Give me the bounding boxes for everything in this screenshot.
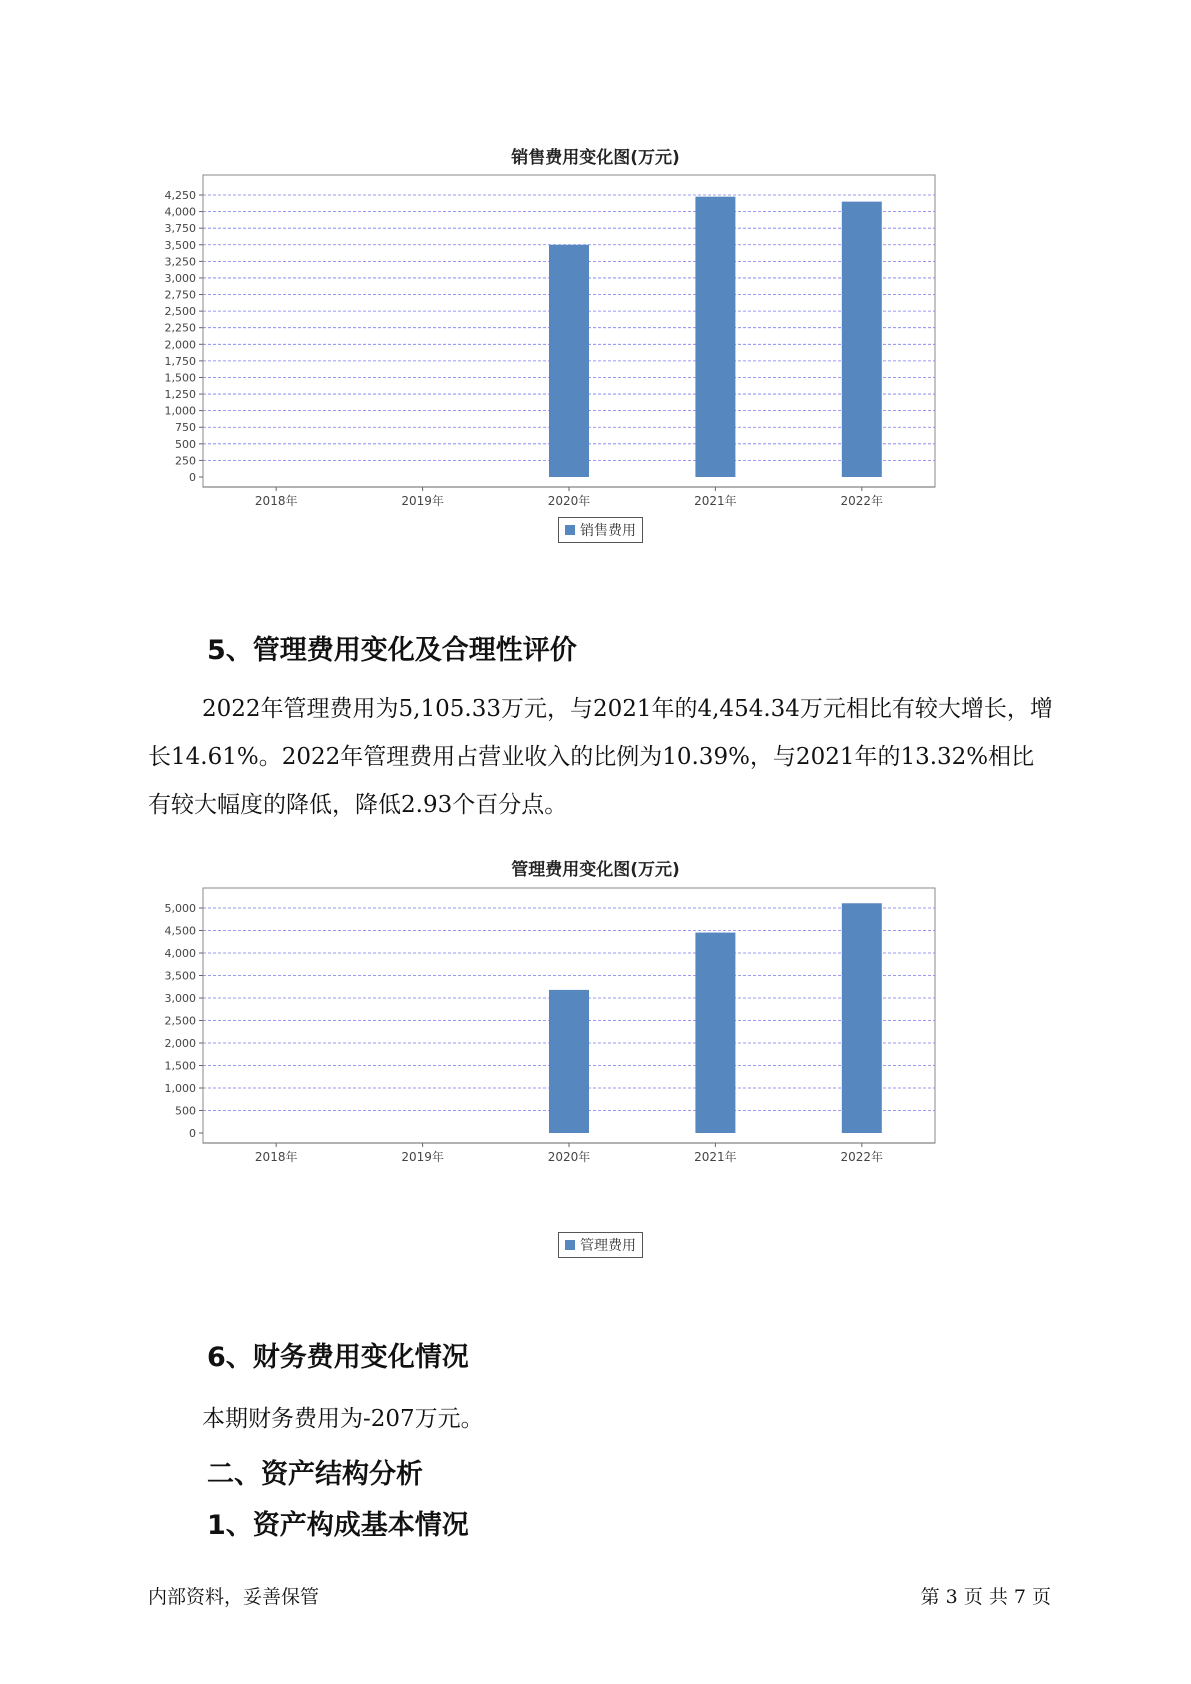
section5-paragraph: 2022年管理费用为5,105.33万元，与2021年的4,454.34万元相比有较大增长，增长14.61%。2022年管理费用占营业收入的比例为10.39%，与2021年的13.32%相比有较大幅度的降低，降低2.93个百分点。 xyxy=(148,696,1053,818)
x-tick-label: 2021年 xyxy=(694,494,737,508)
chart2-legend-label: 管理费用 xyxy=(580,1238,636,1254)
x-tick-label: 2019年 xyxy=(401,494,444,508)
x-tick-label: 2022年 xyxy=(840,494,884,508)
y-tick-label: 3,000 xyxy=(164,271,196,285)
y-tick-label: 2,750 xyxy=(164,288,196,302)
section6-heading: 6、财务费用变化情况 xyxy=(207,1342,469,1373)
assets-sub-heading: 1、资产构成基本情况 xyxy=(207,1510,469,1541)
y-tick-label: 0 xyxy=(189,1127,196,1140)
chart2-legend xyxy=(558,1232,643,1258)
y-tick-label: 500 xyxy=(175,437,196,451)
x-tick-label: 2022年 xyxy=(840,1150,884,1164)
y-tick-label: 3,250 xyxy=(164,255,196,269)
x-tick-label: 2019年 xyxy=(401,1150,444,1164)
y-tick-label: 5,000 xyxy=(164,902,196,915)
x-tick-label: 2021年 xyxy=(694,1150,737,1164)
bar xyxy=(842,903,882,1133)
chart1-legend xyxy=(558,517,643,543)
y-tick-label: 4,250 xyxy=(164,189,196,202)
y-tick-label: 4,000 xyxy=(164,947,196,960)
bar xyxy=(695,933,735,1133)
y-tick-label: 1,250 xyxy=(164,388,196,402)
x-tick-label: 2018年 xyxy=(254,1150,298,1164)
y-tick-label: 1,500 xyxy=(164,1059,196,1073)
y-tick-label: 1,000 xyxy=(164,1082,196,1095)
section6-text: 本期财务费用为-207万元。 xyxy=(202,1406,484,1432)
section5-heading: 5、管理费用变化及合理性评价 xyxy=(207,635,577,666)
bar xyxy=(842,202,882,477)
bar xyxy=(695,197,735,477)
y-tick-label: 750 xyxy=(175,421,196,435)
sales-expense-chart xyxy=(150,170,1030,515)
y-tick-label: 4,000 xyxy=(164,205,196,219)
y-tick-label: 3,000 xyxy=(164,992,196,1005)
chart1-title: 销售费用变化图(万元) xyxy=(511,148,680,168)
y-tick-label: 3,500 xyxy=(164,238,196,252)
y-tick-label: 250 xyxy=(175,454,196,468)
assets-heading: 二、资产结构分析 xyxy=(207,1459,423,1490)
bar xyxy=(549,990,589,1133)
chart1-legend-label: 销售费用 xyxy=(580,523,636,539)
y-tick-label: 2,000 xyxy=(164,338,196,352)
y-tick-label: 1,500 xyxy=(164,371,196,385)
chart2-title: 管理费用变化图(万元) xyxy=(511,860,680,880)
admin-expense-chart xyxy=(150,883,1030,1228)
y-tick-label: 3,750 xyxy=(164,222,196,236)
footer-confidential-note: 内部资料，妥善保管 xyxy=(148,1586,320,1608)
y-tick-label: 1,000 xyxy=(164,404,196,418)
bar xyxy=(549,245,589,477)
y-tick-label: 2,000 xyxy=(164,1037,196,1050)
y-tick-label: 2,250 xyxy=(164,321,196,335)
legend-swatch xyxy=(565,1240,575,1250)
y-tick-label: 0 xyxy=(189,471,196,484)
y-tick-label: 3,500 xyxy=(164,969,196,983)
y-tick-label: 4,500 xyxy=(164,924,196,938)
y-tick-label: 2,500 xyxy=(164,1014,196,1028)
x-tick-label: 2020年 xyxy=(547,1150,591,1164)
legend-swatch xyxy=(565,525,575,535)
y-tick-label: 500 xyxy=(175,1104,196,1118)
y-tick-label: 1,750 xyxy=(164,354,196,368)
y-tick-label: 2,500 xyxy=(164,305,196,319)
x-tick-label: 2018年 xyxy=(254,494,298,508)
x-tick-label: 2020年 xyxy=(547,494,591,508)
footer-page-number: 第 3 页 共 7 页 xyxy=(920,1586,1051,1608)
